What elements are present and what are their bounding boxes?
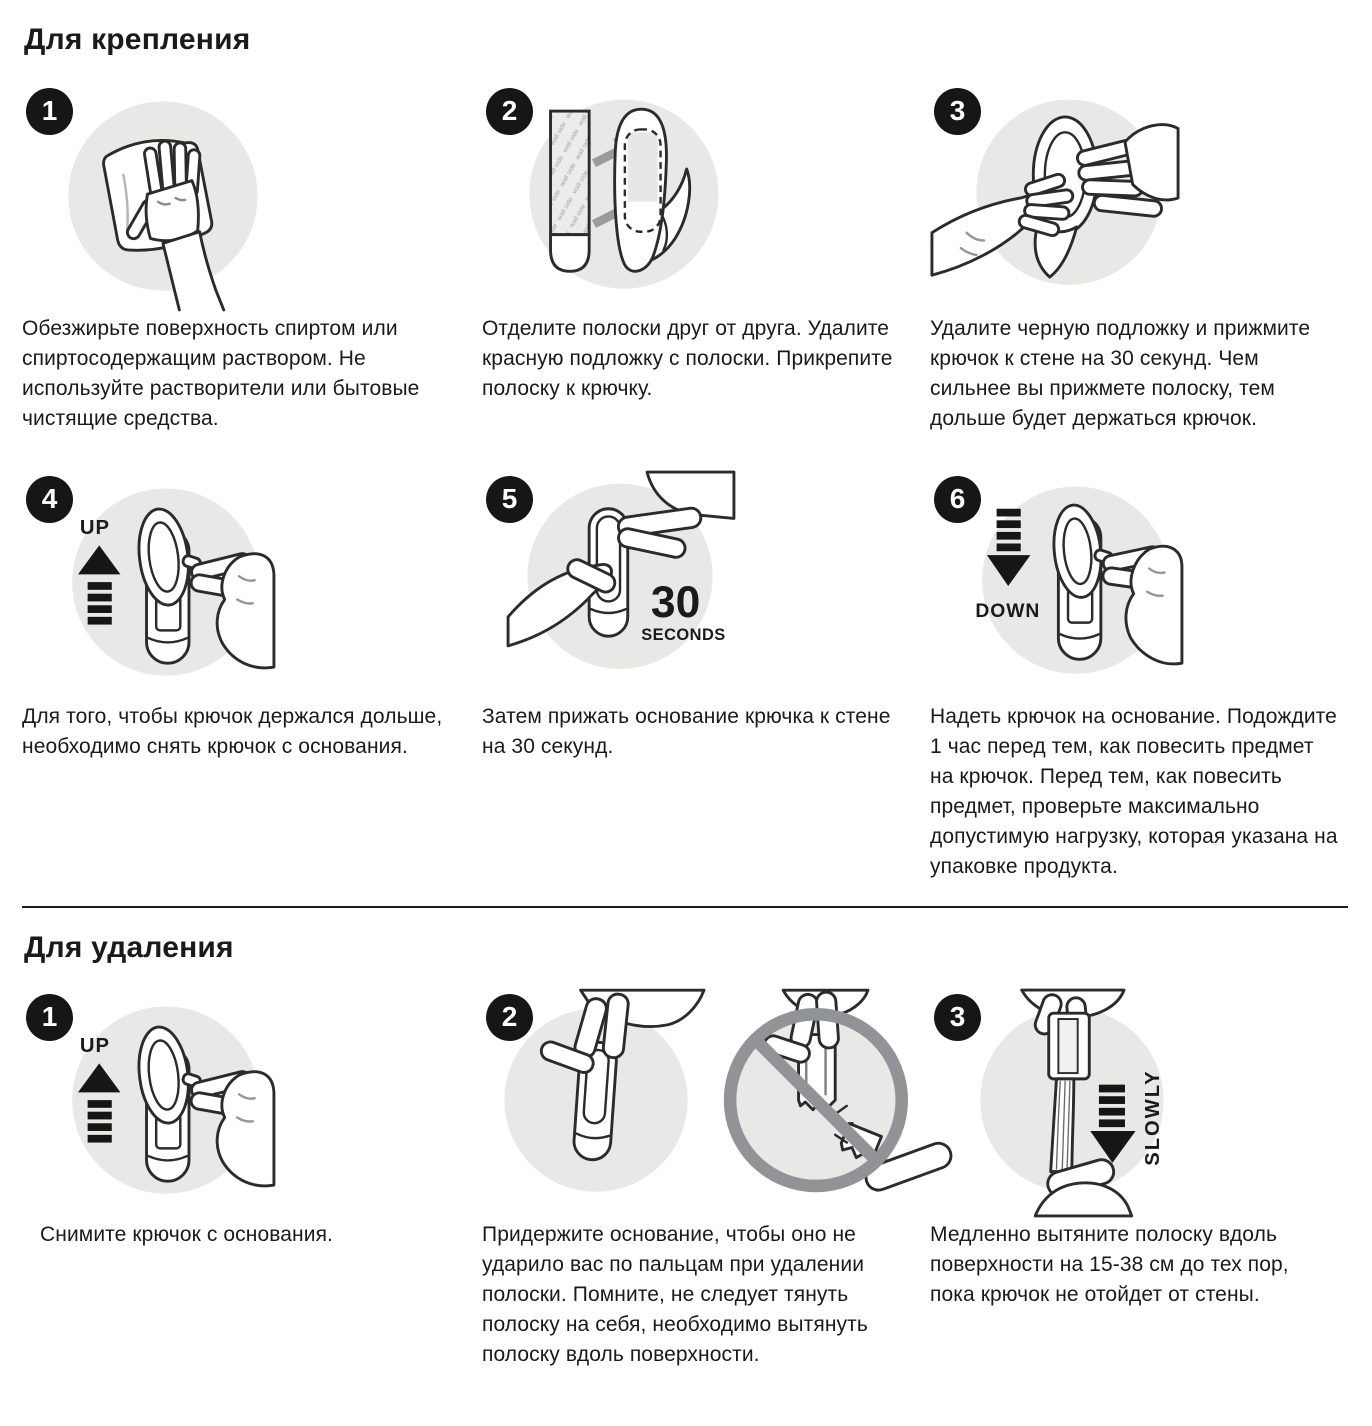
seconds-value-label: 30 (650, 577, 701, 627)
hold-base-no-snap-icon (488, 992, 922, 1214)
step-number-badge: 3 (934, 994, 981, 1041)
remove-step-3-figure (930, 992, 1338, 1208)
attach-step-5 (482, 474, 930, 882)
seconds-unit-label: SECONDS (641, 626, 726, 645)
down-label: DOWN (975, 600, 1041, 622)
remove-step-2-figure (482, 992, 900, 1208)
step-number-badge: 3 (934, 88, 981, 135)
hand-wiping-surface-icon (50, 86, 272, 308)
step-number-badge: 5 (486, 476, 533, 523)
attach-step-6-text: Надеть крючок на основание. Подождите 1 час перед тем, как повесить предмет на крючок. Перед тем, как повесить предмет, проверьте максимально допустимую нагрузку, которая указана на упаковке продукта. (930, 705, 1338, 878)
attach-step-1-figure (22, 86, 452, 302)
attach-step-2 (482, 86, 930, 434)
slide-hook-up-icon (50, 992, 272, 1214)
attach-step-5-figure (482, 474, 900, 690)
attach-section-title: Для крепления (24, 23, 251, 56)
remove-steps-grid (22, 992, 1350, 1370)
attach-step-4 (22, 474, 482, 882)
up-label: UP (79, 1034, 110, 1057)
attach-steps-grid (22, 86, 1350, 882)
remove-step-1-figure (22, 992, 452, 1208)
strips-and-hook-icon (510, 86, 732, 308)
slide-hook-up-icon (50, 474, 272, 696)
attach-step-1-text: Обезжирьте поверхность спиртом или спиртосодержащим раствором. Не используйте растворители или бытовые чистящие средства. (22, 317, 420, 430)
step-number-badge: 2 (486, 994, 533, 1041)
attach-step-3-text: Удалите черную подложку и прижмите крючок к стене на 30 секунд. Чем сильнее вы прижмете полоску, тем дольше будет держаться крючок. (930, 317, 1311, 430)
attach-step-1 (22, 86, 482, 434)
section-divider (22, 906, 1348, 908)
step-number-badge: 4 (26, 476, 73, 523)
attach-step-2-text: Отделите полоски друг от друга. Удалите красную подложку с полоски. Прикрепите полоску к крючку. (482, 317, 893, 400)
remove-step-1 (22, 992, 482, 1370)
attach-step-4-text: Для того, чтобы крючок держался дольше, необходимо снять крючок с основания. (22, 705, 443, 758)
attach-step-6-figure (930, 474, 1338, 690)
attach-step-2-figure (482, 86, 900, 302)
slide-hook-down-icon (958, 474, 1180, 696)
remove-step-3 (930, 992, 1350, 1370)
attach-step-3 (930, 86, 1350, 434)
attach-step-6 (930, 474, 1350, 882)
slowly-label: SLOWLY (1141, 1069, 1164, 1166)
step-number-badge: 1 (26, 994, 73, 1041)
step-number-badge: 6 (934, 476, 981, 523)
pull-strip-slowly-icon (958, 992, 1180, 1214)
press-base-30-seconds-icon (510, 474, 732, 696)
attach-step-5-text: Затем прижать основание крючка к стене на 30 секунд. (482, 705, 891, 758)
remove-step-3-text: Медленно вытяните полоску вдоль поверхности на 15-38 см до тех пор, пока крючок не отойдет от стены. (930, 1223, 1289, 1306)
attach-step-3-figure (930, 86, 1338, 302)
up-label: UP (79, 516, 110, 539)
remove-step-2 (482, 992, 930, 1370)
step-number-badge: 1 (26, 88, 73, 135)
step-number-badge: 2 (486, 88, 533, 135)
attach-step-4-figure (22, 474, 452, 690)
remove-section-title: Для удаления (24, 931, 234, 964)
remove-step-1-text: Снимите крючок с основания. (40, 1223, 333, 1246)
remove-step-2-text: Придержите основание, чтобы оно не ударило вас по пальцам при удалении полоски. Помните, не следует тянуть полоску на себя, необходимо вытянуть полоску вдоль поверхности. (482, 1223, 868, 1366)
